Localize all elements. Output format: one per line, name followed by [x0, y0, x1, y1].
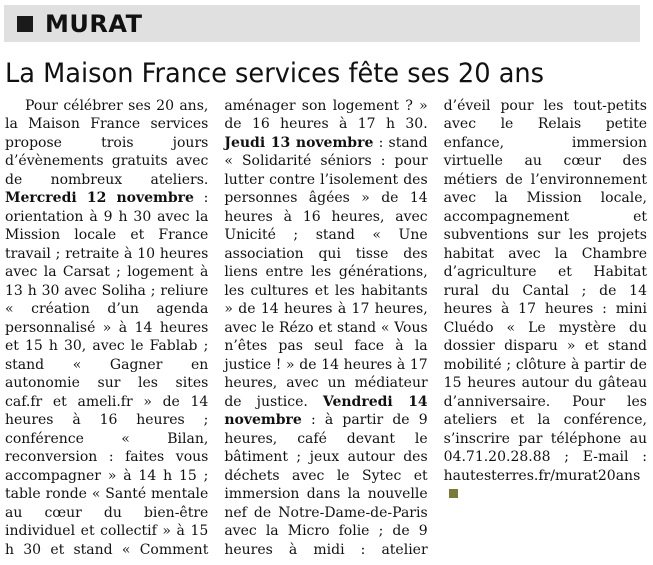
day2-text: : stand « Solidarité séniors : pour lutter contre l’isolement des personnes âgées » de 14 heures à 16 heures, avec Unicité ; stand « Une association qui tisse des liens entre les générations, les cultures et les habitants » de 14 heures à 17 heures, avec le Rézo et stand « Vous n’êtes pas seul face à la justice ! » de 14 heures à 17 heures, avec un médiateur de justice. [224, 134, 428, 410]
day2-label: Jeudi 13 novembre [224, 134, 374, 151]
section-banner [4, 5, 640, 42]
article-column-1 [5, 97, 647, 562]
article-intro: Pour célébrer ses 20 ans, la Maison France services propose trois jours d’évènements gratuits avec de nombreux ateliers. [5, 98, 209, 188]
day1-text: : orientation à 9 h 30 avec la Mission locale et France travail ; retraite à 10 heures avec la Carsat ; logement à 13 h 30 avec Soliha ; reliure « création d’un agenda personnalisé » à 14 heures et 15 h 30, avec le Fablab ; stand « Gagner en autonomie sur les sites caf.fr et ameli.fr » de 14 heures à 16 heures ; conférence « Bilan, reconversion : faites vous accompagner » à 14 h 15 ; table ronde « Santé mentale au cœur du bien-être individuel et collectif » à 15 h 30 et stand « Comment aménager son logement ? » de 16 heures à 17 h 30. [5, 98, 428, 558]
section-label: MURAT [45, 9, 143, 38]
end-of-article-icon [449, 489, 458, 498]
day3-text: : à partir de 9 heures, café devant le bâtiment ; jeux autour des déchets avec le Sytec et immersion dans la nouvelle nef de Notre-Dame-de-Paris avec la Micro folie ; de 9 heures à midi : atelier d’éveil pour les tout-petits avec le Relais petite enfance, immersion virtuelle au cœur des métiers de l’environnement avec la Mission locale, accompagnement et subventions sur les projets habitat avec la Chambre d’agriculture et Habitat rural du Cantal ; de 14 heures à 17 heures : mini Cluédo « Le mystère du dossier disparu » et stand mobilité ; clôture à partir de 15 heures autour du gâteau d’anniversaire. [224, 98, 647, 558]
day1-label: Mercredi 12 novembre [5, 190, 194, 207]
day3-label: Vendredi 14 novembre [224, 393, 428, 429]
section-square-icon [17, 16, 33, 32]
article-headline: La Maison France services fête ses 20 ans [5, 58, 545, 89]
article-body [5, 97, 647, 562]
article-text [5, 97, 647, 562]
article-contact: Pour les ateliers et la conférence, s’inscrire par téléphone au 04.71.20.28.88 ; E-mail : hautesterres.fr/murat20ans [443, 393, 647, 484]
